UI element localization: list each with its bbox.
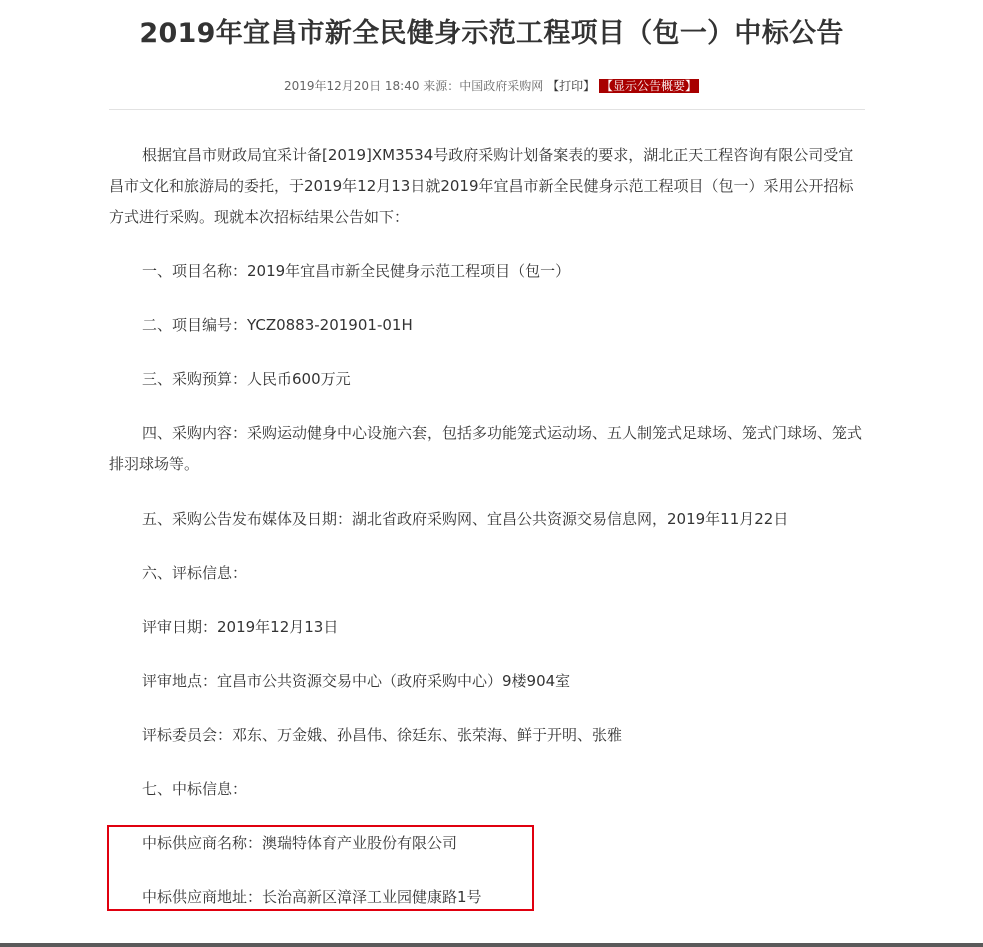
procurement-content-paragraph: 四、采购内容：采购运动健身中心设施六套，包括多功能笼式运动场、五人制笼式足球场、笼式门球场、笼式排羽球场等。 <box>109 424 863 473</box>
winning-info-heading: 七、中标信息： <box>142 780 248 798</box>
publication-media-paragraph: 五、采购公告发布媒体及日期：湖北省政府采购网、宜昌公共资源交易信息网，2019年11月22日 <box>142 510 789 528</box>
review-date-paragraph: 评审日期：2019年12月13日 <box>142 618 339 636</box>
committee-paragraph: 评标委员会：邓东、万金娥、孙昌伟、徐廷东、张荣海、鲜于开明、张雅 <box>142 726 623 744</box>
article-meta <box>0 77 983 95</box>
winning-info-highlight-box <box>107 825 534 911</box>
article-source: 来源：中国政府采购网 <box>423 79 544 93</box>
winning-supplier-name-paragraph: 中标供应商名称：澳瑞特体育产业股份有限公司 <box>142 834 458 852</box>
bottom-bar <box>0 943 983 947</box>
intro-paragraph: 根据宜昌市财政局宜采计备[2019]XM3534号政府采购计划备案表的要求，湖北正天工程咨询有限公司受宜昌市文化和旅游局的委托，于2019年12月13日就2019年宜昌市新全民健身示范工程项目（包一）采用公开招标方式进行采购。现就本次招标结果公告如下： <box>109 146 854 226</box>
project-name-paragraph: 一、项目名称：2019年宜昌市新全民健身示范工程项目（包一） <box>142 262 571 280</box>
publish-datetime: 2019年12月20日 18:40 <box>283 79 420 93</box>
article-title: 2019年宜昌市新全民健身示范工程项目（包一）中标公告 <box>139 18 844 49</box>
winning-supplier-address-paragraph: 中标供应商地址：长治高新区漳泽工业园健康路1号 <box>142 888 482 906</box>
review-location-paragraph: 评审地点：宜昌市公共资源交易中心（政府采购中心）9楼904室 <box>142 672 571 690</box>
project-number-paragraph: 二、项目编号：YCZ0883-201901-01H <box>142 316 413 334</box>
show-summary-button[interactable]: 【显示公告概要】 <box>600 79 697 93</box>
title-divider <box>109 109 865 110</box>
evaluation-info-heading: 六、评标信息： <box>142 564 248 582</box>
print-link[interactable]: 【打印】 <box>547 79 596 93</box>
budget-paragraph: 三、采购预算：人民币600万元 <box>142 370 351 388</box>
